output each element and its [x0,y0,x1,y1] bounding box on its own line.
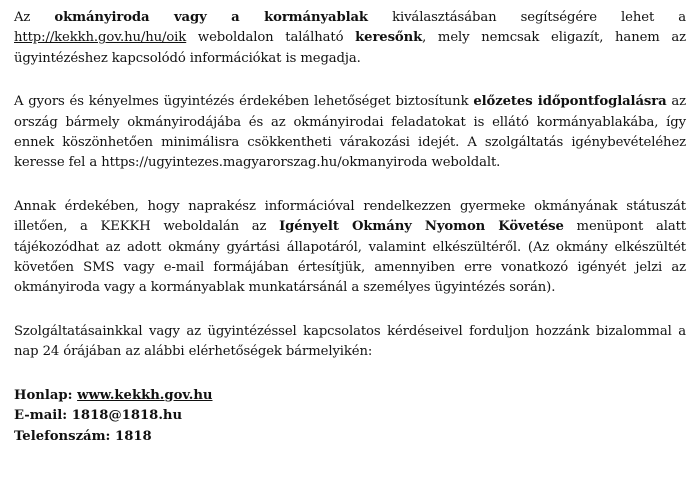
contact-block [14,386,686,447]
contact-website-row [14,386,686,406]
kekkh-oik-link[interactable]: http://kekkh.gov.hu/hu/oik [14,30,187,46]
email-value[interactable]: 1818@1818.hu [71,408,183,424]
contact-phone-row [14,427,686,447]
contact-email-row [14,406,686,426]
text: kiválasztásában segítségére lehet a [367,10,686,25]
paragraph-contact-intro [14,322,686,363]
website-link[interactable]: www.kekkh.gov.hu [77,387,213,403]
paragraph-appointment [14,92,686,174]
text: A gyors és kényelmes ügyintézés érdekében lehetőséget biztosítunk [14,94,474,110]
phone-value: 1818 [115,428,152,444]
text: weboldalon található [186,30,356,46]
bold-text: keresőnk [355,30,423,46]
website-label: Honlap: [14,387,78,403]
paragraph-tracking [14,197,686,299]
email-label: E-mail: [14,408,72,424]
phone-label: Telefonszám: [14,428,116,444]
bold-text: okmányiroda vagy a kormányablak [54,10,368,25]
text: menüpont alatt tájékozódhat az adott okmány gyártási állapotáról, valamint elkészültéről. (Az okmány elkészültét követően SMS vagy e-mail formájában értesítjük, amennyiben erre vonatkozó igényét jelzi az okmányiroda vagy a kormányablak munkatársánál a személyes ügyintézés során). [14,219,686,296]
bold-text: előzetes időpontfoglalásra [473,94,667,110]
text: az ország bármely okmányirodájába és az okmányirodai feladatokat is ellátó kormányablakába, így ennek köszönhetően minimálisra csökkentheti várakozási idejét. A szolgáltatás igénybevételéhez keresse fel a [14,94,687,171]
paragraph-office-search [14,8,686,69]
text: Szolgáltatásainkkal vagy az ügyintézéssel kapcsolatos kérdéseivel forduljon hozzánk bizalommal a nap 24 órájában az alábbi elérhetőségek bármelyikén: [14,323,686,360]
bold-text: Igényelt Okmány Nyomon Követése [279,219,564,235]
text: weboldalt. [427,155,501,171]
ugyintezes-link[interactable]: https://ugyintezes.magyarorszag.hu/okmanyiroda [101,155,428,171]
text: , mely nemcsak eligazít, hanem az ügyintézéshez kapcsolódó információkat is megadja. [14,30,687,66]
text: Annak érdekében, hogy naprakész információval rendelkezzen gyermeke okmányának státuszát illetően, a KEKKH weboldalán az [14,198,686,235]
text: Az [14,10,55,25]
